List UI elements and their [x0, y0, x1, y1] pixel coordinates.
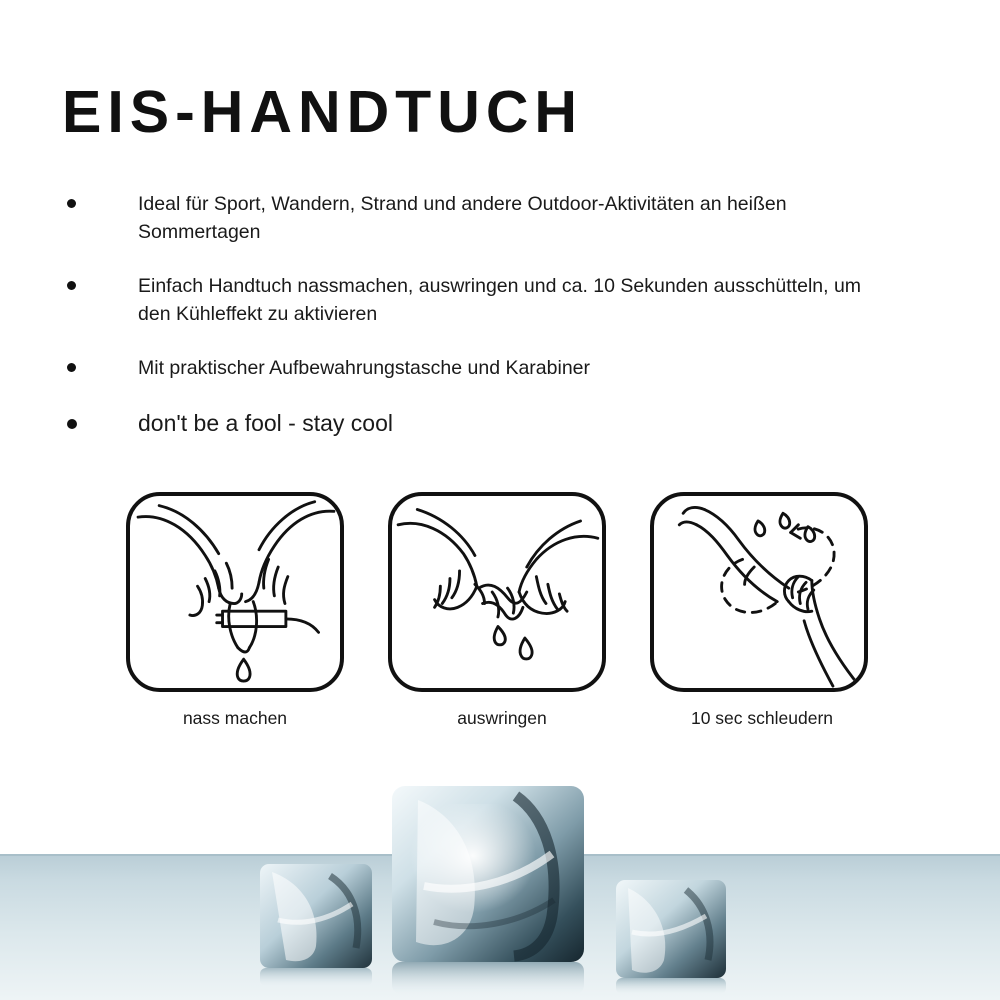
- step-wet-towel: [126, 492, 344, 729]
- bullet-text: don't be a fool - stay cool: [138, 410, 393, 436]
- bullet-dot-icon: [67, 419, 77, 429]
- bullet-dot-icon: [67, 199, 76, 208]
- feature-bullet-list: [62, 190, 862, 464]
- step-caption: nass machen: [182, 708, 288, 728]
- ice-cubes-photo: [0, 742, 1000, 1000]
- list-item-tagline: [62, 408, 862, 438]
- bullet-text: Mit praktischer Aufbewahrungstasche und Karabiner: [138, 357, 591, 379]
- list-item: [62, 272, 862, 328]
- step-wring-towel: [388, 492, 606, 729]
- page-title: EIS-HANDTUCH: [62, 79, 584, 145]
- bullet-text: Einfach Handtuch nassmachen, auswringen und ca. 10 Sekunden ausschütteln, um den Kühleffekt zu aktivieren: [138, 275, 862, 325]
- small-left-ice-cube: [256, 860, 388, 988]
- bullet-dot-icon: [67, 281, 76, 290]
- list-item: [62, 354, 862, 382]
- hands-wringing-towel-icon: [388, 492, 606, 692]
- small-right-ice-cube: [612, 876, 740, 996]
- usage-steps: [126, 492, 866, 729]
- large-center-ice-cube: [388, 782, 612, 1000]
- step-swing-towel: [650, 492, 868, 729]
- bullet-dot-icon: [67, 363, 76, 372]
- bullet-text: Ideal für Sport, Wandern, Strand und andere Outdoor-Aktivitäten an heißen Sommertagen: [138, 193, 787, 243]
- step-caption: 10 sec schleudern: [690, 708, 834, 728]
- hand-swinging-towel-icon: [650, 492, 868, 692]
- step-caption: auswringen: [457, 708, 547, 728]
- hands-wetting-towel-under-faucet-icon: [126, 492, 344, 692]
- list-item: [62, 190, 862, 246]
